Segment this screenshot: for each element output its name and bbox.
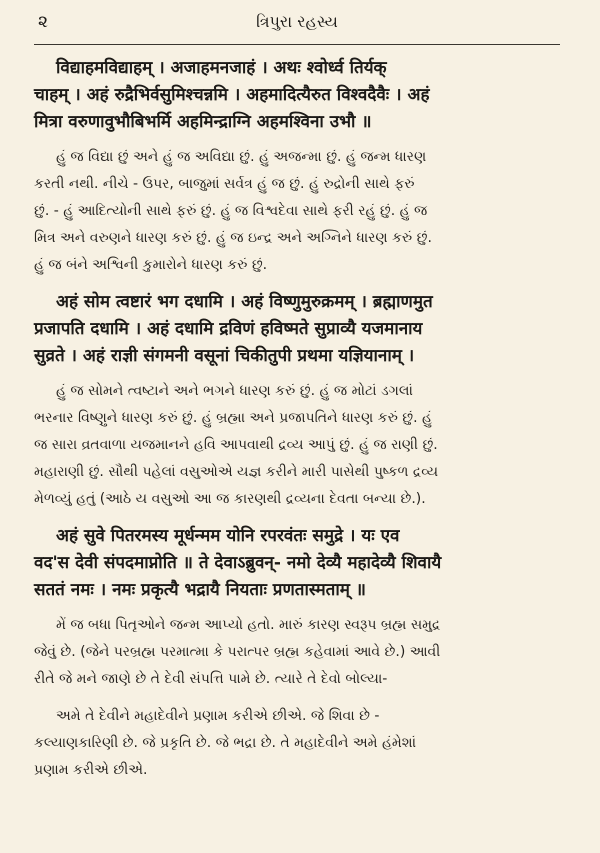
page-number: ૨ — [38, 12, 48, 32]
translation-line: હું જ બંને અશ્વિની કુમારોને ધારણ કરું છું. — [34, 257, 268, 273]
translation-line: જ સારા વ્રતવાળા યજમાનને હવિ આપવાથી દ્રવ્ય આપું છું. હું જ રાણી છું. — [34, 437, 438, 453]
translation-line: મિત્ર અને વરુણને ધારણ કરું છું. હું જ ઇન્દ્ર અને અગ્નિને ધારણ કરું છું. — [34, 230, 432, 246]
translation-line: મેળવ્યું હતું (આઠે ય વસુઓ આ જ કારણથી દ્રવ્યના દેવતા બન્યા છે.). — [34, 491, 426, 507]
verse-line: विद्याहमविद्याहम् । अजाहमनजाहं । अथः श्वोर्ध्व तिर्यक् — [56, 58, 387, 78]
sanskrit-verse — [34, 523, 560, 604]
translation-line: ભરનાર વિષ્ણુને ધારણ કરું છું. હું બ્રહ્મા અને પ્રજાપતિને ધારણ કરું છું. હું — [34, 410, 432, 426]
running-title: ત્રિપુરા રહસ્ય — [256, 12, 338, 31]
gujarati-translation — [34, 612, 560, 693]
translation-line: પ્રણામ કરીએ છીએ. — [34, 762, 148, 778]
translation-line: હું જ સોમને ત્વષ્ટાને અને ભગને ધારણ કરું છું. હું જ મોટાં ડગલાં — [56, 383, 413, 399]
verse-line: प्रजापति दधामि । अहं दधामि द्रविणं हविष्मते सुप्राव्यै यजमानाय — [34, 319, 423, 339]
verse-line: सुव्रते । अहं राज्ञी संगमनी वसूनां चिकीतुपी प्रथमा यज्ञियानाम् । — [34, 346, 415, 366]
translation-line: છું. - હું આદિત્યોની સાથે ફરું છું. હું જ વિશ્વદેવા સાથે ફરી રહું છું. હું જ — [34, 203, 428, 219]
translation-line: જેવું છે. (જેને પરબ્રહ્મ પરમાત્મા કે પરાત્પર બ્રહ્મ કહેવામાં આવે છે.) આવી — [34, 644, 441, 660]
sanskrit-verse — [34, 289, 560, 370]
verse-line: चाहम् । अहं रुद्रैभिर्वसुमिश्चन्नमि । अहमादित्यैरुत विश्वदैवैः । अहं — [34, 85, 430, 105]
translation-line: કરતી નથી. નીચે - ઉપર, બાજુમાં સર્વત્ર હું જ છું. હું રુદ્રોની સાથે ફરું — [34, 176, 415, 192]
page-header — [34, 0, 560, 45]
sanskrit-verse — [34, 55, 560, 136]
gujarati-translation — [34, 703, 560, 784]
gujarati-translation — [34, 144, 560, 279]
verse-line: सततं नमः । नमः प्रकृत्यै भद्रायै नियताः प्रणतास्मताम् ॥ — [34, 580, 366, 600]
translation-line: કલ્યાણકારિણી છે. જે પ્રકૃતિ છે. જે ભદ્રા છે. તે મહાદેવીને અમે હંમેશાં — [34, 735, 417, 751]
translation-line: હું જ વિદ્યા છું અને હું જ અવિદ્યા છું. હું અજન્મા છું. હું જન્મ ધારણ — [56, 149, 427, 165]
verse-line: अहं सोम त्वष्टारं भग दधामि । अहं विष्णुमुरुक्रमम् । ब्रह्माणमुत — [56, 292, 433, 312]
gujarati-translation — [34, 378, 560, 513]
translation-line: રીતે જે મને જાણે છે તે દેવી સંપત્તિ પામે છે. ત્યારે તે દેવો બોલ્યા- — [34, 671, 388, 687]
verse-line: अहं सुवे पितरमस्य मूर्धन्मम योनि रपरवंतः समुद्रे । यः एव — [56, 526, 400, 546]
verse-line: वद'स देवी संपदमाप्नोति ॥ ते देवाऽब्रुवन्- नमो देव्यै महादेव्यै शिवायै — [34, 553, 442, 573]
translation-line: અમે તે દેવીને મહાદેવીને પ્રણામ કરીએ છીએ. જે શિવા છે - — [56, 708, 380, 724]
verse-line: मित्रा वरुणावुभौबिभर्मि अहमिन्द्राग्नि अहमश्विना उभौ ॥ — [34, 112, 372, 132]
translation-line: મેં જ બધા પિતૃઓને જન્મ આપ્યો હતો. મારું કારણ સ્વરૂપ બ્રહ્મ સમુદ્ર — [56, 617, 441, 633]
translation-line: મહારાણી છું. સૌથી પહેલાં વસુઓએ યજ્ઞ કરીને મારી પાસેથી પુષ્કળ દ્રવ્ય — [34, 464, 439, 480]
